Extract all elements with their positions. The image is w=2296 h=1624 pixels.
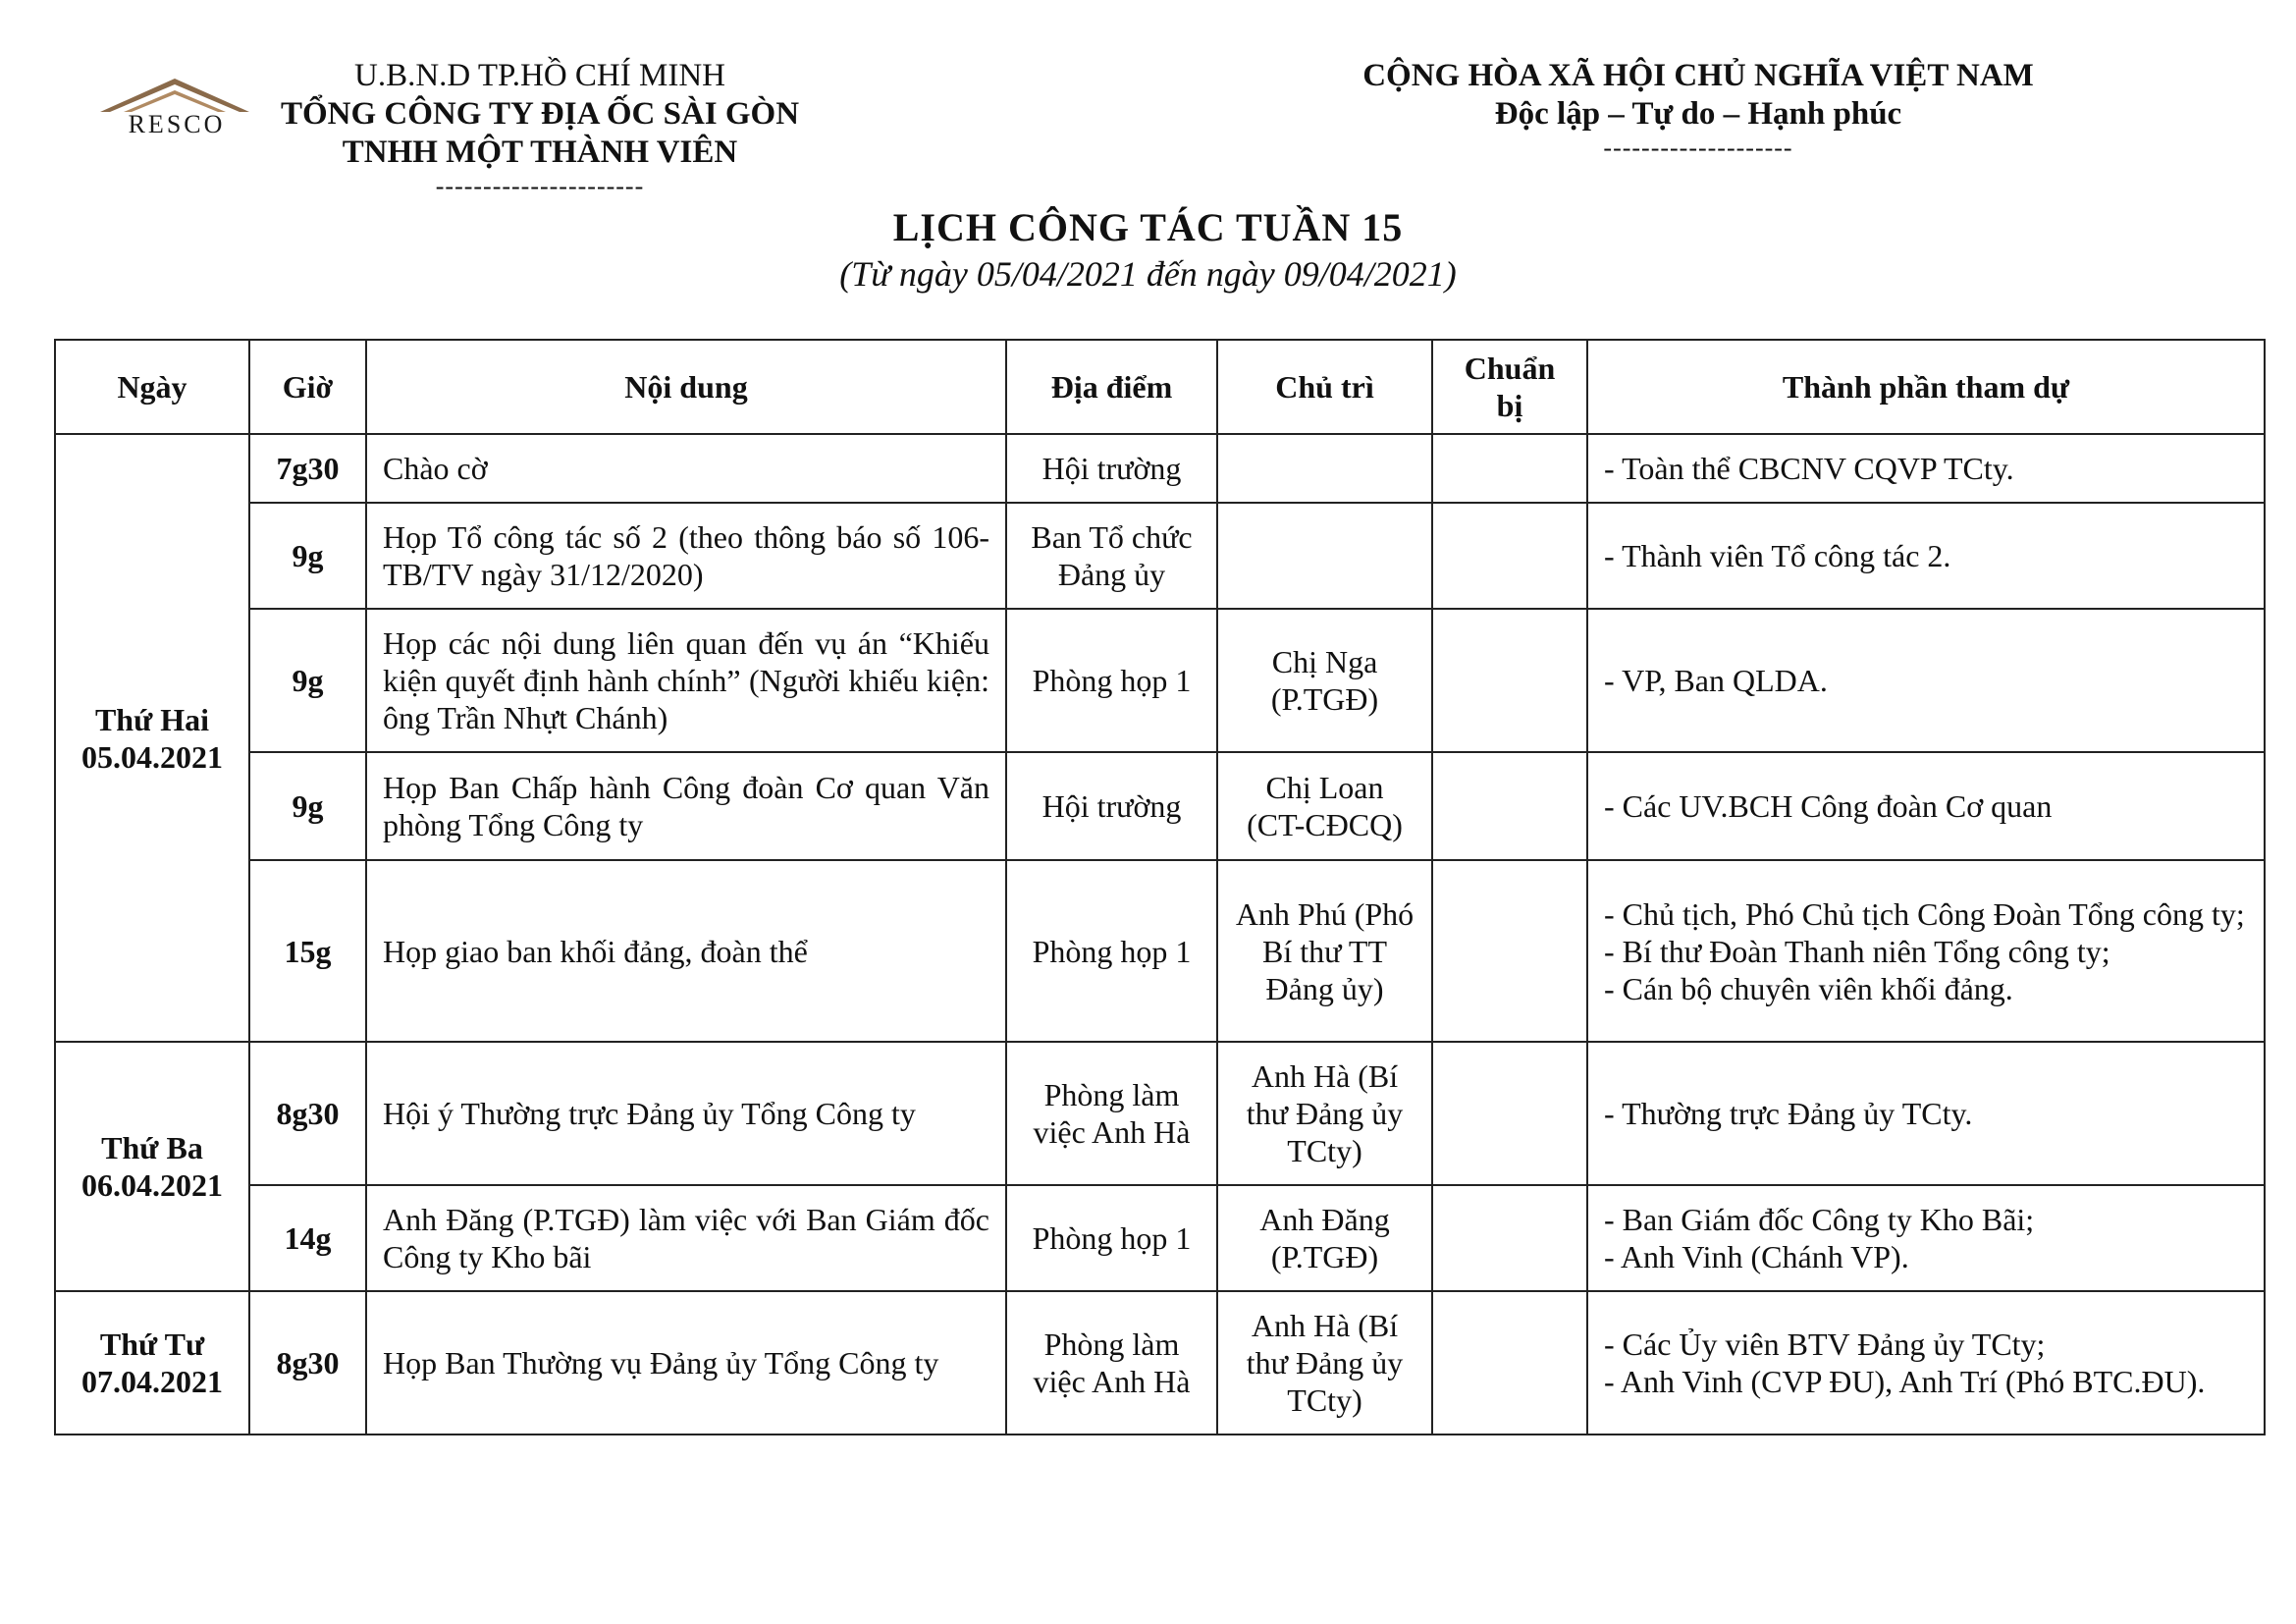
attendees-cell bbox=[1587, 1185, 2265, 1291]
host-cell: Chị Nga (P.TGĐ) bbox=[1217, 609, 1432, 752]
header-place: Địa điểm bbox=[1006, 340, 1217, 434]
time-cell: 14g bbox=[249, 1185, 366, 1291]
prep-cell bbox=[1432, 1291, 1587, 1435]
attendee-line: - Thành viên Tổ công tác 2. bbox=[1604, 538, 1951, 573]
prep-cell bbox=[1432, 609, 1587, 752]
table-row bbox=[55, 860, 2265, 1042]
day-date: 07.04.2021 bbox=[81, 1364, 223, 1399]
attendee-line: - Anh Vinh (CVP ĐU), Anh Trí (Phó BTC.ĐU). bbox=[1604, 1364, 2206, 1399]
org-line-1: U.B.N.D TP.HỒ CHÍ MINH bbox=[353, 58, 725, 93]
header-day: Ngày bbox=[55, 340, 249, 434]
place-cell: Hội trường bbox=[1006, 434, 1217, 503]
header-attendees: Thành phần tham dự bbox=[1587, 340, 2265, 434]
content-cell: Họp Ban Thường vụ Đảng ủy Tổng Công ty bbox=[366, 1291, 1006, 1435]
attendee-line: - Toàn thể CBCNV CQVP TCty. bbox=[1604, 451, 2014, 486]
nation-divider: -------------------- bbox=[1603, 134, 1793, 162]
attendee-line: - Cán bộ chuyên viên khối đảng. bbox=[1604, 970, 2013, 1006]
content-cell: Họp Ban Chấp hành Công đoàn Cơ quan Văn phòng Tổng Công ty bbox=[366, 752, 1006, 860]
day-cell bbox=[55, 434, 249, 1042]
resco-logo bbox=[94, 77, 256, 138]
attendees-cell bbox=[1587, 503, 2265, 609]
time-cell: 9g bbox=[249, 609, 366, 752]
org-divider: ---------------------- bbox=[435, 172, 645, 200]
prep-cell bbox=[1432, 503, 1587, 609]
content-cell: Anh Đăng (P.TGĐ) làm việc với Ban Giám đốc Công ty Kho bãi bbox=[366, 1185, 1006, 1291]
content-cell: Họp giao ban khối đảng, đoàn thể bbox=[366, 860, 1006, 1042]
org-line-2: TỔNG CÔNG TY ĐỊA ỐC SÀI GÒN bbox=[280, 96, 800, 132]
table-row bbox=[55, 1291, 2265, 1435]
table-row bbox=[55, 1185, 2265, 1291]
prep-cell bbox=[1432, 1185, 1587, 1291]
org-line-3: TNHH MỘT THÀNH VIÊN bbox=[342, 135, 738, 170]
organization-header bbox=[265, 57, 815, 201]
document-title: LỊCH CÔNG TÁC TUẦN 15 bbox=[892, 205, 1404, 249]
place-cell: Phòng làm việc Anh Hà bbox=[1006, 1291, 1217, 1435]
prep-cell bbox=[1432, 1042, 1587, 1185]
table-row bbox=[55, 609, 2265, 752]
attendee-line: - Ban Giám đốc Công ty Kho Bãi; bbox=[1604, 1202, 2035, 1237]
attendee-line: - Các Ủy viên BTV Đảng ủy TCty; bbox=[1604, 1326, 2046, 1362]
attendee-line: - Bí thư Đoàn Thanh niên Tổng công ty; bbox=[1604, 933, 2110, 969]
header-prep: Chuẩn bị bbox=[1432, 340, 1587, 434]
host-cell: Anh Hà (Bí thư Đảng ủy TCty) bbox=[1217, 1042, 1432, 1185]
day-name: Thứ Hai bbox=[94, 701, 210, 737]
day-cell bbox=[55, 1042, 249, 1291]
content-cell: Chào cờ bbox=[366, 434, 1006, 503]
logo-text: RESCO bbox=[128, 110, 226, 138]
host-cell: Anh Đăng (P.TGĐ) bbox=[1217, 1185, 1432, 1291]
table-row bbox=[55, 1042, 2265, 1185]
table-row bbox=[55, 752, 2265, 860]
table-row bbox=[55, 434, 2265, 503]
time-cell: 9g bbox=[249, 752, 366, 860]
attendee-line: - Thường trực Đảng ủy TCty. bbox=[1604, 1096, 1973, 1131]
place-cell: Phòng họp 1 bbox=[1006, 609, 1217, 752]
place-cell: Phòng họp 1 bbox=[1006, 1185, 1217, 1291]
table-row bbox=[55, 503, 2265, 609]
prep-cell bbox=[1432, 752, 1587, 860]
time-cell: 15g bbox=[249, 860, 366, 1042]
time-cell: 8g30 bbox=[249, 1291, 366, 1435]
attendees-cell bbox=[1587, 752, 2265, 860]
time-cell: 7g30 bbox=[249, 434, 366, 503]
attendee-line: - Anh Vinh (Chánh VP). bbox=[1604, 1239, 1909, 1274]
host-cell bbox=[1217, 503, 1432, 609]
host-cell: Anh Hà (Bí thư Đảng ủy TCty) bbox=[1217, 1291, 1432, 1435]
day-name: Thứ Ba bbox=[101, 1130, 203, 1165]
national-header bbox=[1306, 57, 2091, 163]
nation-line-2: Độc lập – Tự do – Hạnh phúc bbox=[1494, 96, 1902, 132]
time-cell: 8g30 bbox=[249, 1042, 366, 1185]
place-cell: Phòng làm việc Anh Hà bbox=[1006, 1042, 1217, 1185]
content-cell: Họp Tổ công tác số 2 (theo thông báo số 106-TB/TV ngày 31/12/2020) bbox=[366, 503, 1006, 609]
place-cell: Ban Tổ chức Đảng ủy bbox=[1006, 503, 1217, 609]
host-cell: Chị Loan (CT-CĐCQ) bbox=[1217, 752, 1432, 860]
attendees-cell bbox=[1587, 609, 2265, 752]
place-cell: Phòng họp 1 bbox=[1006, 860, 1217, 1042]
place-cell: Hội trường bbox=[1006, 752, 1217, 860]
day-name: Thứ Tư bbox=[99, 1326, 205, 1362]
day-date: 06.04.2021 bbox=[81, 1167, 223, 1203]
table-header-row bbox=[55, 340, 2265, 434]
header-host: Chủ trì bbox=[1217, 340, 1432, 434]
time-cell: 9g bbox=[249, 503, 366, 609]
header-content: Nội dung bbox=[366, 340, 1006, 434]
prep-cell bbox=[1432, 860, 1587, 1042]
attendees-cell bbox=[1587, 434, 2265, 503]
attendees-cell bbox=[1587, 860, 2265, 1042]
schedule-body bbox=[55, 434, 2265, 1435]
host-cell: Anh Phú (Phó Bí thư TT Đảng ủy) bbox=[1217, 860, 1432, 1042]
host-cell bbox=[1217, 434, 1432, 503]
day-cell bbox=[55, 1291, 249, 1435]
content-cell: Hội ý Thường trực Đảng ủy Tổng Công ty bbox=[366, 1042, 1006, 1185]
attendee-line: - Chủ tịch, Phó Chủ tịch Công Đoàn Tổng công ty; bbox=[1604, 895, 2245, 932]
document-subtitle: (Từ ngày 05/04/2021 đến ngày 09/04/2021) bbox=[839, 254, 1457, 294]
content-cell: Họp các nội dung liên quan đến vụ án “Khiếu kiện quyết định hành chính” (Người khiếu kiện: ông Trần Nhựt Chánh) bbox=[366, 609, 1006, 752]
attendees-cell bbox=[1587, 1042, 2265, 1185]
header-time: Giờ bbox=[249, 340, 366, 434]
day-date: 05.04.2021 bbox=[81, 738, 223, 775]
prep-cell bbox=[1432, 434, 1587, 503]
attendee-line: - Các UV.BCH Công đoàn Cơ quan bbox=[1604, 788, 2053, 824]
nation-line-1: CỘNG HÒA XÃ HỘI CHỦ NGHĨA VIỆT NAM bbox=[1362, 58, 2034, 93]
attendees-cell bbox=[1587, 1291, 2265, 1435]
attendee-line: - VP, Ban QLDA. bbox=[1604, 663, 1828, 698]
schedule-table bbox=[54, 339, 2266, 1435]
